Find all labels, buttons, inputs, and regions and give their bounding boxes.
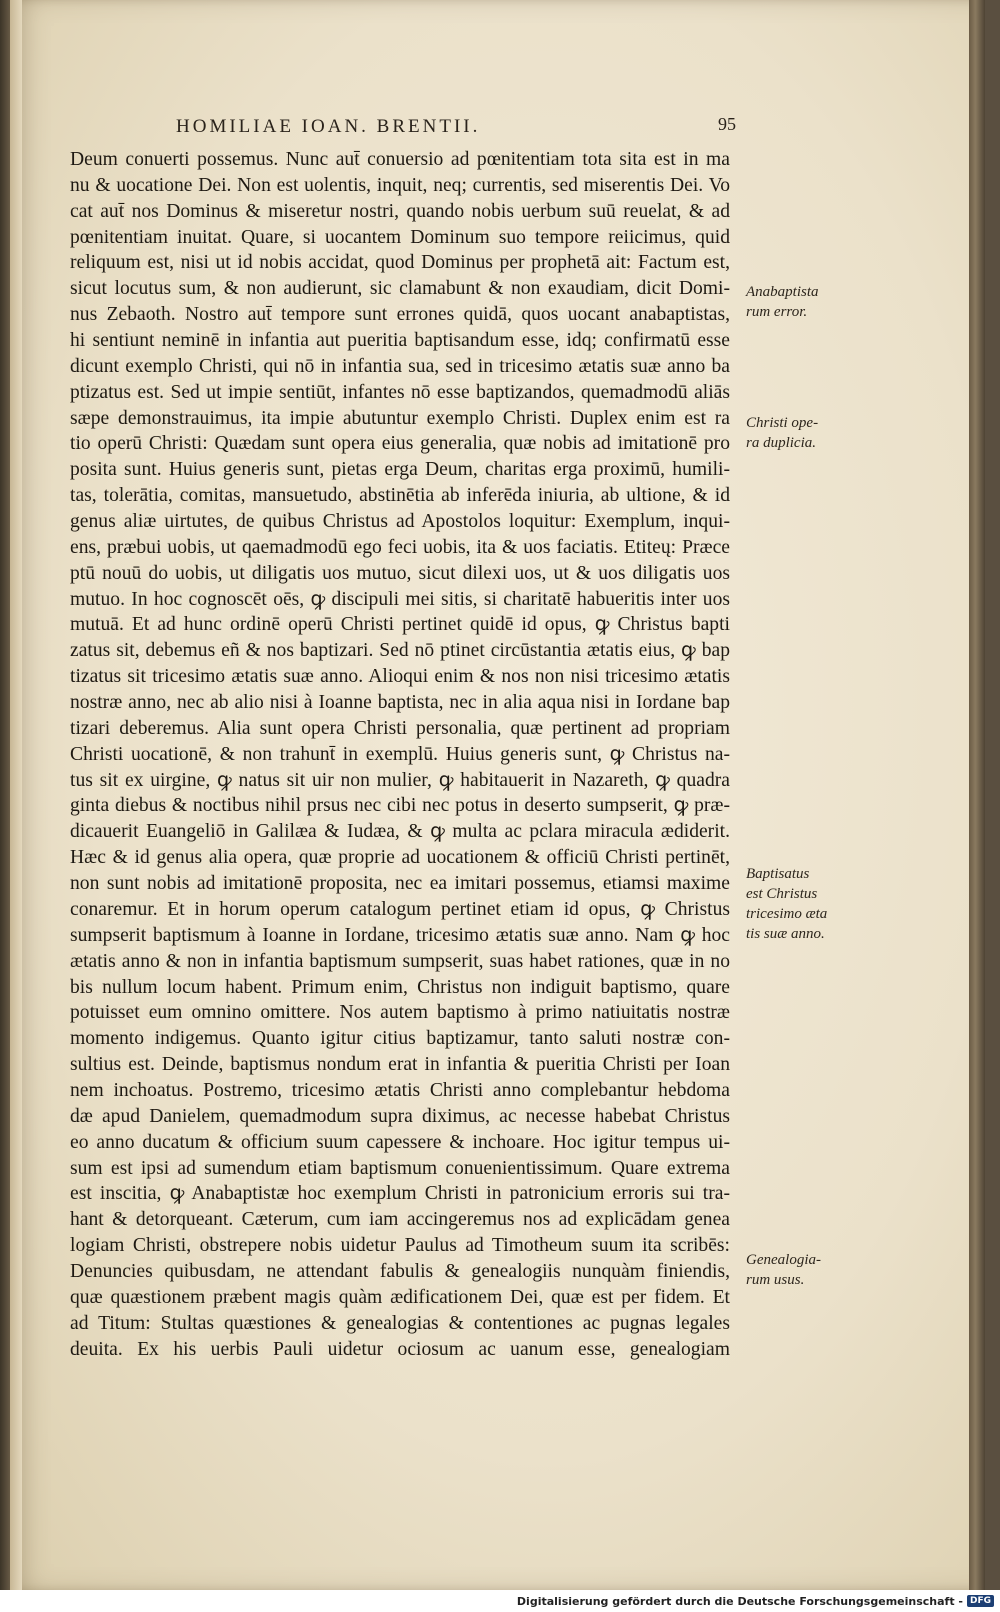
text-line: Denuncies quibusdam, ne attendant fabulis & genealogiis nunquàm finiendis, (70, 1260, 730, 1282)
text-line: Christi uocationē, & non trahunt̄ in exemplū. Huius generis sunt, ꝙ Christus na- (70, 743, 730, 765)
margin-note-baptism (746, 864, 856, 944)
margin-note-christ-works (746, 413, 856, 453)
text-line: posita sunt. Huius generis sunt, pietas erga Deum, charitas erga proximū, humili- (70, 459, 730, 481)
text-line: bis nullum locum habent. Primum enim, Christus non indiguit baptismo, quare (70, 976, 730, 998)
text-line: tio operū Christi: Quædam sunt opera eius generalia, quæ nobis ad imitationē pro (70, 433, 730, 455)
text-line: hant & detorqueant. Cæterum, cum iam accingeremus nos ad explicādam genea (70, 1209, 730, 1231)
text-line: dicauerit Euangeliō in Galilæa & Iudæa, & ꝙ multa ac pclara miracula ædiderit. (70, 821, 730, 843)
margin-note-line: tricesimo æta (746, 906, 828, 922)
text-line: pœnitentiam inuitat. Quare, si uocantem Dominum suo tempore reiicimus, quid (70, 226, 730, 248)
main-text-block (70, 147, 730, 1362)
footer-bar (0, 1590, 1000, 1612)
text-line: dicunt exemplo Christi, qui nō in infantia sua, sed in tricesimo ætatis suæ anno ba (70, 355, 730, 377)
text-line: logiam Christi, obstrepere nobis uidetur Paulus ad Timotheum suum ita scribēs: (70, 1235, 730, 1257)
text-line: tus sit ex uirgine, ꝙ natus sit uir non mulier, ꝙ habitauerit in Nazareth, ꝙ quadra (70, 769, 730, 791)
left-page-edge (10, 0, 22, 1590)
text-line: est inscitia, ꝙ Anabaptistæ hoc exemplum Christi in patronicium erroris sui tra- (70, 1183, 730, 1205)
margin-note-line: tis suæ anno. (746, 926, 825, 942)
page-edge-right (969, 0, 985, 1590)
text-line: mutuo. In hoc cognoscēt oēs, ꝙ discipuli mei sitis, si charitatē habueritis inter uos (70, 588, 730, 610)
text-line: mutuā. Et ad hunc ordinē operū Christi pertinet quidē id opus, ꝙ Christus bapti (70, 614, 730, 636)
text-line: genus aliæ uirtutes, de quibus Christus ad Apostolos loquitur: Exemplum, inqui- (70, 511, 730, 533)
text-line: Hæc & id genus alia opera, quæ proprie ad uocationem & officiū Christi pertinēt, (70, 847, 730, 869)
text-line: hi sentiunt neminē in infantia aut pueritia baptisandum esse, idq; confirmatū esse (70, 330, 730, 352)
text-line: nu & uocatione Dei. Non est uolentis, inquit, neq; currentis, sed miserentis Dei. Vo (70, 174, 730, 196)
text-line: nostræ anno, nec ab alio nisi à Ioanne baptista, nec in alia aqua nisi in Iordane bap (70, 692, 730, 714)
margin-note-genealogies (746, 1250, 856, 1290)
text-line: dæ apud Danielem, quemadmodum supra diximus, ac necesse habebat Christus (70, 1105, 730, 1127)
text-line: momento indigemus. Quanto igitur citius baptizamur, tanto saluti nostræ con- (70, 1028, 730, 1050)
margin-note-line: rum usus. (746, 1272, 805, 1288)
text-line: ptū nouū do uobis, ut diligatis uos mutuo, sicut dilexi uos, ut & uos diligatis uos (70, 562, 730, 584)
text-line: potuisset eum omnino omittere. Nos autem baptismo à primo natiuitatis nostræ (70, 1002, 730, 1024)
text-line: reliquum est, nisi ut id nobis accidat, quod Dominus per prophetā ait: Factum est, (70, 252, 730, 274)
margin-note-line: Baptisatus (746, 866, 810, 882)
running-head: HOMILIAE IOAN. BRENTII. (176, 116, 481, 137)
margin-note-line: rum error. (746, 304, 808, 320)
margin-note-line: Anabaptista (746, 284, 819, 300)
dfg-logo: DFG (967, 1595, 994, 1607)
margin-note-line: Genealogia- (746, 1252, 821, 1268)
text-line: tas, tolerātia, comitas, mansuetudo, abstinētia ab inferēda iniuria, ab ultione, & id (70, 485, 730, 507)
text-line: ens, præbui uobis, ut qaemadmodū ego feci uobis, ita & uos faciatis. Etiteų: Præce (70, 536, 730, 558)
text-line: tizari deberemus. Alia sunt opera Christi personalia, quæ pertinent ad propriam (70, 717, 730, 739)
text-line: eo anno ducatum & officium suum capessere & inchoare. Hoc igitur tempus ui- (70, 1131, 730, 1153)
text-line: ptizatus est. Sed ut impie sentiūt, infantes nō esse baptizandos, quemadmodū aliās (70, 381, 730, 403)
margin-note-anabaptists (746, 282, 856, 322)
text-line: deuita. Ex his uerbis Pauli uidetur ociosum ac uanum esse, genealogiam (70, 1338, 730, 1360)
text-line: tizatus sit tricesimo ætatis suæ anno. Alioqui enim & nos non nisi tricesimo ætatis (70, 666, 730, 688)
text-line: quæ quæstionem præbent magis quàm ædificationem Dei, quæ est per fidem. Et (70, 1286, 730, 1308)
text-line: ginta diebus & noctibus nihil prsus nec cibi nec potus in deserto sumpserit, ꝙ præ- (70, 795, 730, 817)
margin-note-line: est Christus (746, 886, 818, 902)
text-line: sumpserit baptismum à Ioanne in Iordane, tricesimo ætatis suæ anno. Nam ꝙ hoc (70, 924, 730, 946)
digitization-credit: Digitalisierung gefördert durch die Deutsche Forschungsgemeinschaft - (516, 1594, 963, 1608)
text-line: sicut locutus sum, & non audierunt, sic clamabunt & non exaudiam, dicit Domi- (70, 278, 730, 300)
text-line: zatus sit, debemus eñ & nos baptizari. Sed nō ptinet circūstantia ætatis eius, ꝙ bap (70, 640, 730, 662)
text-line: non sunt nobis ad imitationē proposita, nec ea imitari possemus, etiamsi maxime (70, 873, 730, 895)
text-line: sæpe demonstrauimus, ita impie abutuntur exemplo Christi. Duplex enim est ra (70, 407, 730, 429)
text-line: nus Zebaoth. Nostro aut̄ tempore sunt errones quidā, quos uocant anabaptistas, (70, 304, 730, 326)
text-line: cat aut̄ nos Dominus & miseretur nostri, quando nobis uerbum suū reuelat, & ad (70, 200, 730, 222)
margin-note-line: Christi ope- (746, 415, 819, 431)
margin-note-line: ra duplicia. (746, 435, 816, 451)
text-line: sultius est. Deinde, baptismus nondum erat in infantia & pueritia Christi per Ioan (70, 1054, 730, 1076)
text-line: conaremur. Et in horum operum catalogum pertinet etiam id opus, ꝙ Christus (70, 898, 730, 920)
folio-number: 95 (718, 114, 736, 134)
text-line: ad Titum: Stultas quæstiones & genealogias & contentiones ac pugnas legales (70, 1312, 730, 1334)
text-line: Deum conuerti possemus. Nunc aut̄ conuersio ad pœnitentiam tota sita est in ma (70, 149, 730, 170)
text-line: nem inchoatus. Postremo, tricesimo ætatis Christi anno complebantur hebdoma (70, 1079, 730, 1101)
text-line: sum est ipsi ad sumendum etiam baptismum conuenientissimum. Quare extrema (70, 1157, 730, 1179)
text-line: ætatis anno & non in infantia baptismum sumpserit, suas habet rationes, quæ in no (70, 950, 730, 972)
